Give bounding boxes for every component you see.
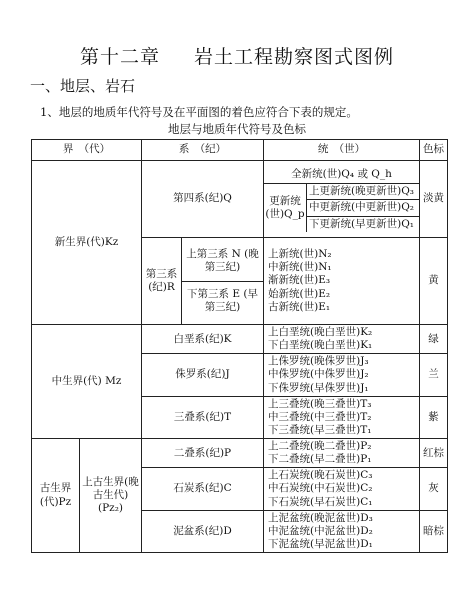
rule-text: 1、地层的地质年代符号及在平面图的着色应符合下表的规定。 [40,105,358,119]
series-c1: 下石炭统(早石炭世)C₁ [268,495,373,508]
table-caption: 地层与地质年代符号及色标 [168,122,306,136]
series-k2: 上白垩统(晚白垩世)K₂ [268,326,373,338]
series-d2: 中泥盆统(中泥盆世)D₂ [268,524,373,537]
series-holocene: 全新统(世)Q₄ 或 Q_h [264,166,419,184]
triassic-series [264,396,420,438]
system-tertiary: 第三系(纪)R [142,238,182,325]
tertiary-series [264,238,420,325]
color-quaternary: 淡黄 [420,161,448,238]
era-upper-paleozoic: 上古生界(晚古生代)(Pz₂) [80,439,142,553]
series-lower-pleistocene: 下更新统(早更新世)Q₁ [309,217,415,230]
system-cretaceous: 白垩系(纪)K [142,325,264,354]
series-t3: 上三叠统(晚三叠世)T₃ [268,397,372,410]
system-jurassic: 侏罗系(纪)J [142,354,264,396]
era-cenozoic: 新生界(代)Kz [32,161,142,325]
series-eocene: 始新统(世)E₂ [268,287,331,300]
series-paleocene: 古新统(世)E₁ [268,300,331,313]
permian-series [264,439,420,468]
color-tertiary: 黄 [420,238,448,325]
devonian-series [264,510,420,552]
chapter-number: 第十二章 [79,46,160,68]
series-j3: 上侏罗统(晚侏罗世)J₃ [268,355,369,368]
series-p2: 上二叠统(晚二叠世)P₂ [268,440,372,452]
series-c3: 上石炭统(晚石炭世)C₃ [268,469,373,482]
series-d3: 上泥盆统(晚泥盆世)D₃ [268,511,373,524]
tertiary-subsystems [182,238,264,325]
series-miocene: 中新统(世)N₁ [268,261,332,274]
chapter-name: 岩土工程勘察图式图例 [194,46,395,68]
series-t2: 中三叠统(中三叠世)T₂ [268,410,372,423]
system-quaternary: 第四系(纪)Q [142,161,264,238]
header-jie: 界 （代） [32,140,142,161]
quaternary-series [264,161,420,238]
series-d1: 下泥盆统(早泥盆世)D₁ [268,537,373,550]
header-color: 色标 [420,140,448,161]
system-permian: 二叠系(纪)P [142,439,264,468]
color-jurassic: 兰 [420,354,448,396]
cretaceous-series [264,325,420,354]
geologic-time-table [31,139,448,553]
series-pleistocene: 更新统(世)Q_p [264,184,307,231]
color-permian: 红棕 [420,439,448,468]
color-carboniferous: 灰 [420,468,448,510]
series-p1: 下二叠统(早二叠世)P₁ [268,453,372,466]
series-k1: 下白垩统(晚白垩世)K₁ [268,339,373,352]
jurassic-series [264,354,420,396]
series-j1: 下侏罗统(早侏罗世)J₁ [268,381,369,394]
subsystem-neogene: 上第三系 N (晚第三纪) [182,242,263,281]
series-c2: 中石炭统(中石炭世)C₂ [268,482,373,495]
header-xi: 系 （纪） [142,140,264,161]
system-devonian: 泥盆系(纪)D [142,510,264,552]
section-heading: 一、地层、岩石 [30,77,136,95]
series-j2: 中侏罗统(中侏罗世)J₂ [268,368,369,381]
carboniferous-series [264,468,420,510]
series-upper-pleistocene: 上更新统(晚更新世)Q₃ [307,184,419,200]
color-cretaceous: 绿 [420,325,448,354]
header-tong: 统 （世） [264,140,420,161]
series-middle-pleistocene: 中更新统(中更新世)Q₂ [307,200,419,216]
color-triassic: 紫 [420,396,448,438]
series-oligocene: 渐新统(世)E₃ [268,274,331,287]
series-pliocene: 上新统(世)N₂ [268,248,332,261]
color-devonian: 暗棕 [420,510,448,552]
system-triassic: 三叠系(纪)T [142,396,264,438]
subsystem-paleogene: 下第三系 E (早第三纪) [187,287,258,313]
era-paleozoic: 古生界(代)Pz [32,439,80,553]
series-t1: 下三叠统(早三叠世)T₁ [268,423,372,436]
era-mesozoic: 中生界(代) Mz [32,325,142,439]
chapter-title [0,42,474,69]
system-carboniferous: 石炭系(纪)C [142,468,264,510]
